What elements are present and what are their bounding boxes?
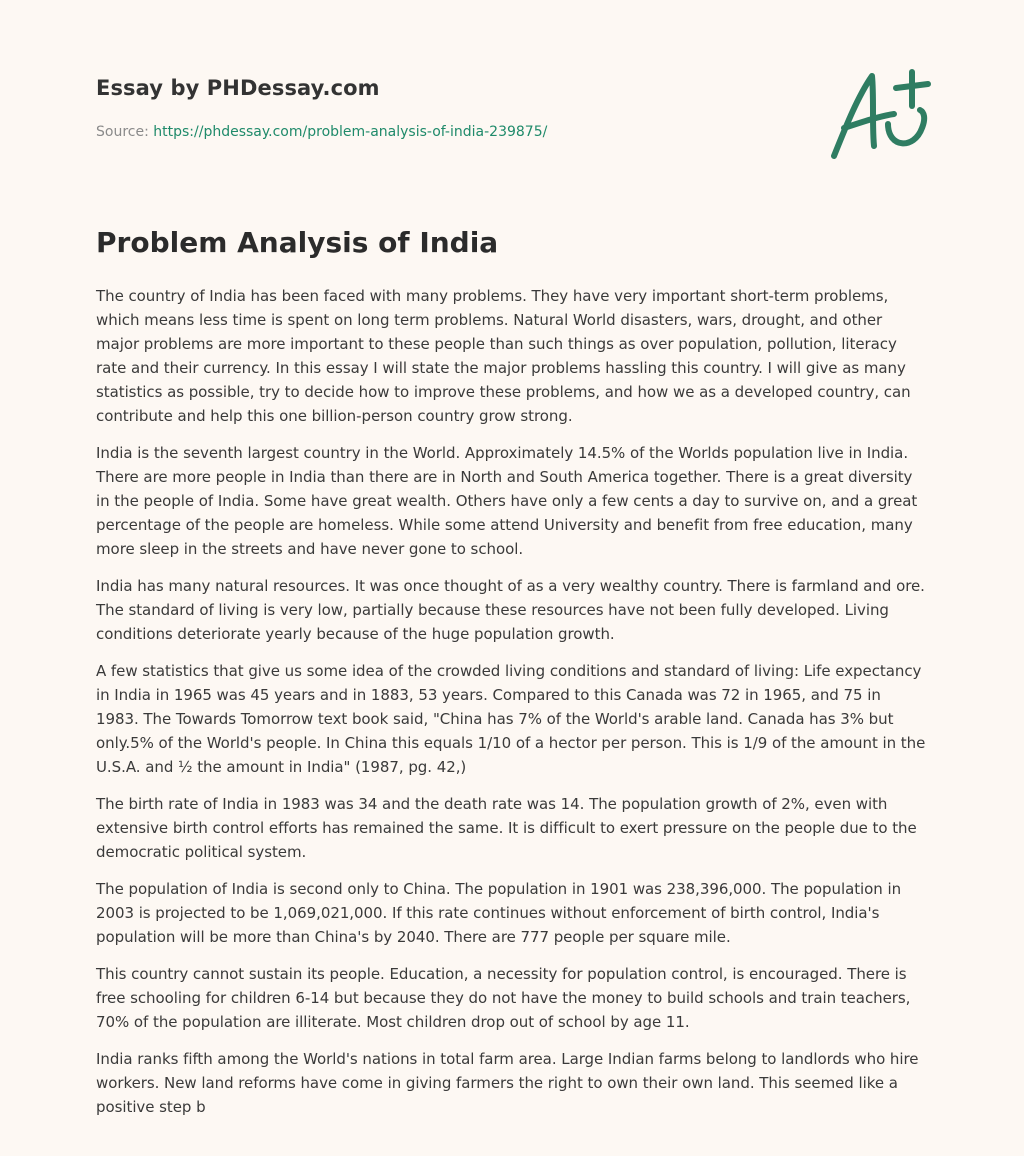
source-line (96, 124, 547, 140)
essay-page (96, 0, 928, 1116)
essay-paragraph: The country of India has been faced with many problems. They have very important short-term problems, which means less time is spent on long term problems. Natural World disasters, wars, drought, and other major problems are more important to these people than such things as over population, pollution, literacy rate and their currency. In this essay I will state the major problems hassling this country. I will give as many statistics as possible, try to decide how to improve these problems, and how we as a developed country, can contribute and help this one billion-person country grow strong. (96, 287, 911, 425)
essay-paragraph: India ranks fifth among the World's nations in total farm area. Large Indian farms belong to landlords who hire workers. New land reforms have come in giving farmers the right to own their own land. This seemed like a positive step b (96, 1050, 919, 1116)
essay-paragraph: The population of India is second only to China. The population in 1901 was 238,396,000. The population in 2003 is projected to be 1,069,021,000. If this rate continues without enforcement of birth control, India's population will be more than China's by 2040. There are 777 people per square mile. (96, 880, 902, 946)
essay-body (96, 284, 928, 1132)
source-link[interactable]: https://phdessay.com/problem-analysis-of-india-239875/ (153, 124, 548, 140)
essay-paragraph: A few statistics that give us some idea of the crowded living conditions and standard of living: Life expectancy in India in 1965 was 45 years and in 1883, 53 years. Compared to this Canada was 72 in 1965, and 75 in 1983. The Towards Tomorrow text book said, "China has 7% of the World's arable land. Canada has 3% but only.5% of the World's people. In China this equals 1/10 of a hector per person. This is 1/9 of the amount in the U.S.A. and ½ the amount in India" (1987, pg. 42,) (96, 662, 926, 776)
essay-title: Problem Analysis of India (96, 226, 499, 259)
essay-paragraph: India has many natural resources. It was once thought of as a very wealthy country. There is farmland and ore. The standard of living is very low, partially because these resources have not been fully developed. Living conditions deteriorate yearly because of the huge population growth. (96, 577, 925, 643)
site-brand: Essay by PHDessay.com (96, 76, 380, 100)
essay-paragraph: This country cannot sustain its people. Education, a necessity for population control, is encouraged. There is free schooling for children 6-14 but because they do not have the money to build schools and train teachers, 70% of the population are illiterate. Most children drop out of school by age 11. (96, 965, 911, 1031)
a-plus-grade-icon (828, 66, 932, 166)
page-header (96, 0, 928, 200)
essay-paragraph: The birth rate of India in 1983 was 34 and the death rate was 14. The population growth of 2%, even with extensive birth control efforts has remained the same. It is difficult to exert pressure on the people due to the democratic political system. (96, 795, 917, 861)
source-label: Source: (96, 124, 154, 140)
essay-paragraph: India is the seventh largest country in the World. Approximately 14.5% of the Worlds population live in India. There are more people in India than there are in North and South America together. There is a great diversity in the people of India. Some have great wealth. Others have only a few cents a day to survive on, and a great percentage of the people are homeless. While some attend University and benefit from free education, many more sleep in the streets and have never gone to school. (96, 444, 918, 558)
